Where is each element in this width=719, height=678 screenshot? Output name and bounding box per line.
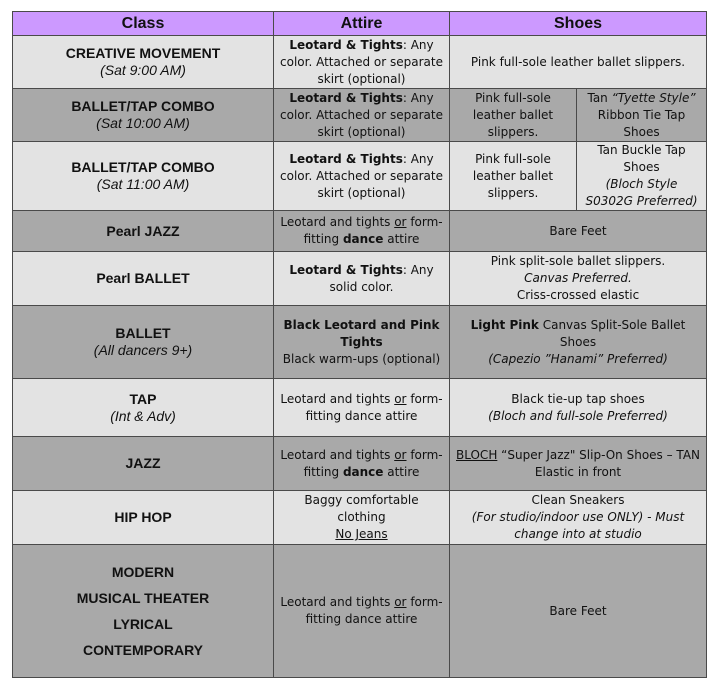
- class-name: BALLET/TAP COMBO: [71, 159, 215, 175]
- attire-cell: [274, 545, 450, 678]
- attire-bold: dance: [342, 464, 384, 479]
- class-cell: [13, 545, 274, 678]
- class-cell: [13, 306, 274, 379]
- class-name: MUSICAL THEATER: [76, 589, 210, 606]
- class-name: TAP: [129, 390, 157, 407]
- attire-cell: [274, 89, 450, 142]
- attire-text: form-fitting: [303, 215, 443, 246]
- attire-text: : Any color. Attached or separate skirt (optional): [280, 151, 443, 200]
- attire-or: or: [394, 215, 407, 229]
- header-class: Class: [13, 12, 274, 36]
- shoes-text: Black tie-up tap shoes: [511, 391, 645, 406]
- class-name: CREATIVE MOVEMENT: [65, 45, 221, 61]
- attire-text: Leotard and tights: [280, 215, 395, 229]
- attire-cell: [274, 252, 450, 306]
- class-cell: [13, 491, 274, 545]
- class-cell: [13, 437, 274, 491]
- attire-text: form-fitting dance attire: [305, 391, 443, 423]
- class-cell: [13, 252, 274, 306]
- attire-cell: [274, 36, 450, 89]
- shoes-note: (Bloch Style S0302G Preferred): [585, 177, 698, 208]
- shoes-text: Ribbon Tie Tap Shoes: [597, 107, 686, 139]
- shoes-note: (Capezio ”Hanami” Preferred): [488, 351, 668, 366]
- shoes-text: Criss-crossed elastic: [516, 288, 640, 302]
- attire-cell: [274, 437, 450, 491]
- shoes-cell-left: Pink full-sole leather ballet slippers.: [450, 142, 577, 211]
- shoes-cell: [450, 437, 707, 491]
- attire-bold: Leotard & Tights: [289, 90, 403, 105]
- shoes-style: “Tyette Style”: [611, 90, 696, 105]
- table-row: [13, 379, 707, 437]
- shoes-cell-right: [577, 142, 707, 211]
- table-row: [13, 491, 707, 545]
- attire-bold: Leotard & Tights: [289, 37, 403, 52]
- shoes-cell: [450, 306, 707, 379]
- shoes-note: Canvas Preferred.: [524, 271, 632, 285]
- shoes-cell: [450, 379, 707, 437]
- header-attire: Attire: [274, 12, 450, 36]
- shoes-text: Tan: [587, 90, 612, 105]
- attire-text: Black warm-ups (optional): [282, 351, 441, 366]
- shoes-bold: Light Pink: [470, 317, 539, 332]
- attire-or: or: [394, 595, 407, 609]
- table-row: [13, 545, 707, 678]
- attire-text: Leotard and tights: [280, 447, 395, 462]
- class-time: (Sat 10:00 AM): [96, 115, 190, 131]
- attire-note: No Jeans: [335, 527, 388, 541]
- attire-cell: [274, 211, 450, 252]
- table-row: [13, 36, 707, 89]
- attire-cell: [274, 491, 450, 545]
- table-row: [13, 252, 707, 306]
- attire-text: : Any solid color.: [329, 262, 434, 294]
- shoes-note: (Bloch and full-sole Preferred): [488, 408, 668, 423]
- header-shoes: Shoes: [450, 12, 707, 36]
- class-cell: [13, 142, 274, 211]
- shoes-cell-right: [577, 89, 707, 142]
- header-row: [13, 12, 707, 36]
- attire-cell: [274, 379, 450, 437]
- attire-text: : Any color. Attached or separate skirt (optional): [280, 90, 443, 139]
- shoes-cell: Bare Feet: [450, 211, 707, 252]
- class-name: JAZZ: [125, 455, 161, 471]
- attire-text: Baggy comfortable clothing: [304, 493, 419, 524]
- class-cell: [13, 89, 274, 142]
- class-name: LYRICAL: [113, 615, 173, 632]
- class-name: BALLET: [115, 325, 171, 341]
- attire-text: Leotard and tights: [280, 595, 395, 609]
- shoes-cell: Bare Feet: [450, 545, 707, 678]
- attire-bold: Leotard & Tights: [289, 262, 403, 277]
- class-time: (Int & Adv): [110, 407, 176, 424]
- shoes-text: Tan Buckle Tap Shoes: [597, 143, 686, 174]
- class-name: MODERN: [111, 563, 175, 580]
- shoes-text: Clean Sneakers: [531, 493, 625, 507]
- attire-text: Leotard and tights: [280, 391, 395, 406]
- class-name: HIP HOP: [114, 509, 172, 525]
- shoes-brand: BLOCH: [456, 447, 498, 462]
- attire-text: form-fitting: [303, 447, 443, 479]
- shoes-cell-left: Pink full-sole leather ballet slippers.: [450, 89, 577, 142]
- table-row: [13, 211, 707, 252]
- attire-bold: Leotard & Tights: [289, 151, 403, 166]
- table-row: [13, 306, 707, 379]
- class-time: (All dancers 9+): [93, 342, 193, 358]
- shoes-text: Canvas Split-Sole Ballet Shoes: [538, 317, 686, 349]
- attire-text: form-fitting dance attire: [305, 595, 443, 626]
- class-cell: [13, 211, 274, 252]
- attire-text: attire: [383, 464, 420, 479]
- class-name: CONTEMPORARY: [82, 641, 204, 658]
- class-name: Pearl BALLET: [96, 270, 190, 286]
- shoes-cell: [450, 491, 707, 545]
- class-cell: [13, 379, 274, 437]
- shoes-cell: [450, 252, 707, 306]
- attire-cell: [274, 306, 450, 379]
- attire-bold: Black Leotard and Pink Tights: [283, 317, 440, 349]
- shoes-text: Pink split-sole ballet slippers.: [490, 254, 666, 268]
- table-row: [13, 142, 707, 211]
- dress-code-table: [12, 11, 707, 678]
- attire-text: attire: [383, 232, 420, 246]
- class-name: BALLET/TAP COMBO: [71, 98, 215, 114]
- attire-or: or: [394, 391, 407, 406]
- attire-text: : Any color. Attached or separate skirt (optional): [280, 37, 443, 86]
- class-name: Pearl JAZZ: [106, 222, 180, 239]
- table-row: [13, 89, 707, 142]
- attire-bold: dance: [342, 232, 384, 246]
- attire-cell: [274, 142, 450, 211]
- table-row: [13, 437, 707, 491]
- class-time: (Sat 9:00 AM): [100, 62, 186, 78]
- attire-or: or: [394, 447, 407, 462]
- class-cell: [13, 36, 274, 89]
- shoes-cell: Pink full-sole leather ballet slippers.: [450, 36, 707, 89]
- class-time: (Sat 11:00 AM): [96, 176, 190, 192]
- shoes-note: (For studio/indoor use ONLY) - Must change into at studio: [471, 510, 685, 541]
- shoes-text: “Super Jazz" Slip-On Shoes – TAN Elastic in front: [497, 447, 701, 479]
